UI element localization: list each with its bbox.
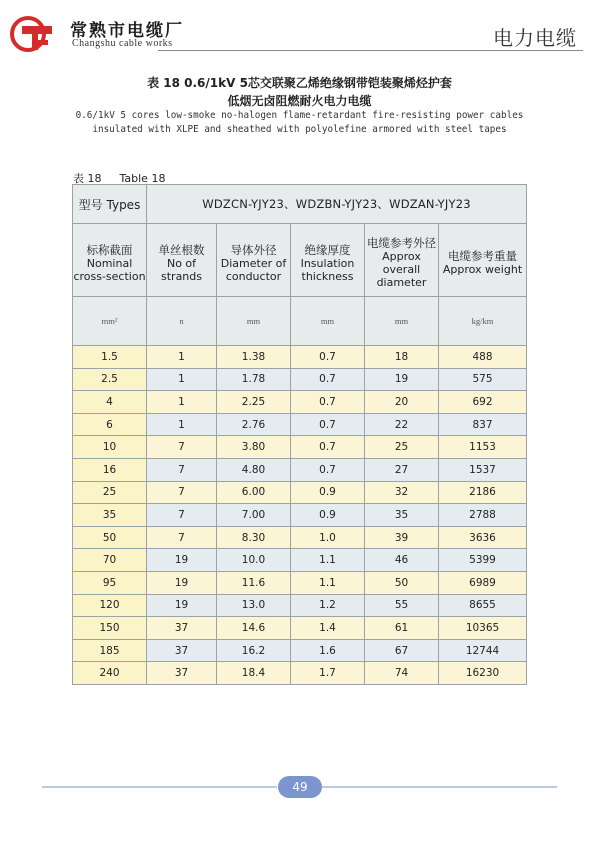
table-cell: 2788 bbox=[439, 504, 527, 527]
table-row bbox=[73, 368, 527, 391]
table-cell: 1.4 bbox=[291, 617, 365, 640]
table-row bbox=[73, 391, 527, 414]
types-label-en: Types bbox=[106, 197, 141, 212]
table-cell: 16.2 bbox=[217, 639, 291, 662]
table-cell: 6 bbox=[73, 413, 147, 436]
table-cell: 6989 bbox=[439, 571, 527, 594]
table-cell: 35 bbox=[365, 504, 439, 527]
column-unit: mm² bbox=[73, 297, 147, 346]
table-row bbox=[73, 617, 527, 640]
column-unit: mm bbox=[291, 297, 365, 346]
table-cell: 7.00 bbox=[217, 504, 291, 527]
column-header-cn: 绝缘厚度 bbox=[304, 242, 351, 257]
table-cell: 185 bbox=[73, 639, 147, 662]
table-cell: 1.1 bbox=[291, 571, 365, 594]
table-cell: 837 bbox=[439, 413, 527, 436]
table-cell: 1 bbox=[147, 391, 217, 414]
model-names: WDZCN-YJY23、WDZBN-YJY23、WDZAN-YJY23 bbox=[147, 185, 527, 224]
company-logo-icon bbox=[10, 14, 60, 54]
table-cell: 74 bbox=[365, 662, 439, 685]
section-title: 电力电缆 bbox=[493, 26, 577, 50]
table-caption-cn: 表 18 bbox=[73, 172, 102, 185]
table-cell: 10 bbox=[73, 436, 147, 459]
table-cell: 39 bbox=[365, 526, 439, 549]
table-cell: 1 bbox=[147, 368, 217, 391]
table-cell: 2.5 bbox=[73, 368, 147, 391]
table-cell: 6.00 bbox=[217, 481, 291, 504]
column-header bbox=[73, 224, 147, 297]
table-cell: 95 bbox=[73, 571, 147, 594]
table-cell: 19 bbox=[147, 571, 217, 594]
table-cell: 240 bbox=[73, 662, 147, 685]
header-divider bbox=[158, 50, 473, 51]
column-header-cn: 标称截面 bbox=[86, 242, 133, 257]
table-cell: 7 bbox=[147, 481, 217, 504]
table-cell: 0.7 bbox=[291, 436, 365, 459]
table-cell: 25 bbox=[365, 436, 439, 459]
table-cell: 3.80 bbox=[217, 436, 291, 459]
table-cell: 10365 bbox=[439, 617, 527, 640]
spec-table bbox=[72, 184, 527, 685]
table-cell: 1.78 bbox=[217, 368, 291, 391]
table-cell: 61 bbox=[365, 617, 439, 640]
column-header-cn: 导体外径 bbox=[230, 242, 277, 257]
table-cell: 120 bbox=[73, 594, 147, 617]
column-unit: kg/km bbox=[439, 297, 527, 346]
table-cell: 7 bbox=[147, 526, 217, 549]
column-header bbox=[291, 224, 365, 297]
table-cell: 4.80 bbox=[217, 458, 291, 481]
table-cell: 11.6 bbox=[217, 571, 291, 594]
table-cell: 18.4 bbox=[217, 662, 291, 685]
table-cell: 37 bbox=[147, 662, 217, 685]
types-label bbox=[73, 185, 147, 224]
column-header bbox=[365, 224, 439, 297]
table-cell: 19 bbox=[147, 594, 217, 617]
table-cell: 2.76 bbox=[217, 413, 291, 436]
table-cell: 1.2 bbox=[291, 594, 365, 617]
footer-rule-left bbox=[42, 786, 277, 788]
table-row bbox=[73, 526, 527, 549]
column-header-en: No of strands bbox=[161, 256, 202, 283]
table-row bbox=[73, 346, 527, 369]
table-caption-en: Table 18 bbox=[119, 172, 166, 185]
table-cell: 1.1 bbox=[291, 549, 365, 572]
column-header-en: Approx weight bbox=[442, 263, 523, 276]
table-cell: 55 bbox=[365, 594, 439, 617]
column-header bbox=[439, 224, 527, 297]
company-name-cn: 常熟市电缆厂 bbox=[70, 21, 184, 41]
table-cell: 150 bbox=[73, 617, 147, 640]
column-header-en: Nominal cross-section bbox=[73, 256, 146, 283]
table-row bbox=[73, 549, 527, 572]
table-cell: 46 bbox=[365, 549, 439, 572]
table-cell: 488 bbox=[439, 346, 527, 369]
table-cell: 0.7 bbox=[291, 413, 365, 436]
table-cell: 50 bbox=[365, 571, 439, 594]
table-cell: 20 bbox=[365, 391, 439, 414]
column-header-en: Approx overall diameter bbox=[376, 250, 427, 289]
footer-rule-right bbox=[322, 786, 557, 788]
table-cell: 1.7 bbox=[291, 662, 365, 685]
table-cell: 0.9 bbox=[291, 481, 365, 504]
table-cell: 1 bbox=[147, 346, 217, 369]
table-cell: 16230 bbox=[439, 662, 527, 685]
column-header bbox=[147, 224, 217, 297]
table-title-cn-line1: 表 18 0.6/1kV 5芯交联聚乙烯绝缘钢带铠装聚烯烃护套 bbox=[147, 76, 452, 90]
table-cell: 7 bbox=[147, 436, 217, 459]
column-unit: mm bbox=[365, 297, 439, 346]
column-header bbox=[217, 224, 291, 297]
table-cell: 692 bbox=[439, 391, 527, 414]
table-cell: 25 bbox=[73, 481, 147, 504]
table-cell: 0.9 bbox=[291, 504, 365, 527]
table-title-cn-line2: 低烟无卤阻燃耐火电力电缆 bbox=[227, 94, 372, 108]
page-header bbox=[0, 0, 599, 62]
column-header-cn: 单丝根数 bbox=[158, 242, 205, 257]
table-cell: 8655 bbox=[439, 594, 527, 617]
table-cell: 70 bbox=[73, 549, 147, 572]
table-cell: 1.5 bbox=[73, 346, 147, 369]
table-cell: 50 bbox=[73, 526, 147, 549]
table-row bbox=[73, 639, 527, 662]
table-cell: 32 bbox=[365, 481, 439, 504]
table-cell: 19 bbox=[365, 368, 439, 391]
table-row bbox=[73, 571, 527, 594]
table-cell: 35 bbox=[73, 504, 147, 527]
table-cell: 3636 bbox=[439, 526, 527, 549]
table-cell: 1153 bbox=[439, 436, 527, 459]
table-row bbox=[73, 413, 527, 436]
table-cell: 22 bbox=[365, 413, 439, 436]
table-cell: 27 bbox=[365, 458, 439, 481]
table-cell: 67 bbox=[365, 639, 439, 662]
table-title-en-line2: insulated with XLPE and sheathed with polyolefine armored with steel tapes bbox=[92, 124, 507, 135]
column-unit: n bbox=[147, 297, 217, 346]
table-cell: 0.7 bbox=[291, 458, 365, 481]
table-cell: 2.25 bbox=[217, 391, 291, 414]
table-cell: 12744 bbox=[439, 639, 527, 662]
table-cell: 13.0 bbox=[217, 594, 291, 617]
column-header-cn: 电缆参考外径 bbox=[367, 236, 436, 250]
table-cell: 7 bbox=[147, 458, 217, 481]
table-row bbox=[73, 458, 527, 481]
table-cell: 37 bbox=[147, 639, 217, 662]
table-cell: 2186 bbox=[439, 481, 527, 504]
table-cell: 575 bbox=[439, 368, 527, 391]
types-label-cn: 型号 bbox=[78, 197, 103, 212]
table-cell: 1.6 bbox=[291, 639, 365, 662]
table-row bbox=[73, 504, 527, 527]
column-header-en: Diameter of conductor bbox=[220, 256, 287, 283]
table-cell: 18 bbox=[365, 346, 439, 369]
table-cell: 1537 bbox=[439, 458, 527, 481]
table-row bbox=[73, 662, 527, 685]
table-cell: 7 bbox=[147, 504, 217, 527]
table-cell: 16 bbox=[73, 458, 147, 481]
table-title-en-line1: 0.6/1kV 5 cores low-smoke no-halogen flame-retardant fire-resisting power cables bbox=[75, 110, 524, 121]
column-header-en: Insulation thickness bbox=[300, 256, 355, 283]
table-cell: 0.7 bbox=[291, 346, 365, 369]
table-cell: 0.7 bbox=[291, 391, 365, 414]
table-cell: 1 bbox=[147, 413, 217, 436]
table-cell: 14.6 bbox=[217, 617, 291, 640]
table-cell: 10.0 bbox=[217, 549, 291, 572]
table-row bbox=[73, 436, 527, 459]
table-row bbox=[73, 594, 527, 617]
table-cell: 37 bbox=[147, 617, 217, 640]
table-cell: 0.7 bbox=[291, 368, 365, 391]
table-cell: 1.38 bbox=[217, 346, 291, 369]
table-cell: 1.0 bbox=[291, 526, 365, 549]
table-cell: 19 bbox=[147, 549, 217, 572]
column-header-cn: 电缆参考重量 bbox=[448, 249, 518, 263]
column-unit: mm bbox=[217, 297, 291, 346]
table-row bbox=[73, 481, 527, 504]
table-cell: 4 bbox=[73, 391, 147, 414]
table-cell: 8.30 bbox=[217, 526, 291, 549]
table-cell: 5399 bbox=[439, 549, 527, 572]
page-number: 49 bbox=[278, 776, 322, 798]
company-name-en: Changshu cable works bbox=[72, 38, 173, 49]
